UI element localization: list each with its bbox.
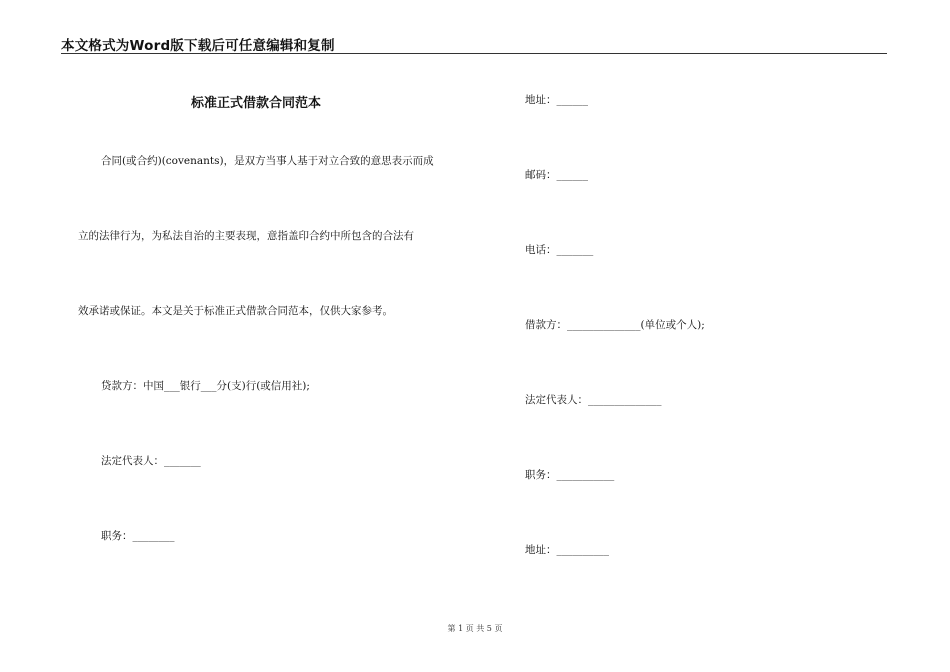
lender-position-line: 职务：________ bbox=[101, 530, 175, 542]
postcode-line: 邮码：______ bbox=[525, 169, 588, 181]
phone-line: 电话：_______ bbox=[525, 244, 594, 256]
lender-legal-rep-line: 法定代表人：_______ bbox=[101, 455, 201, 467]
intro-line-1: 合同(或合约)(covenants)，是双方当事人基于对立合致的意思表示而成 bbox=[101, 155, 434, 167]
intro-line-3: 效承诺或保证。本文是关于标准正式借款合同范本，仅供大家参考。 bbox=[78, 305, 393, 317]
borrower-line: 借款方：______________(单位或个人); bbox=[525, 319, 705, 331]
address-line-1: 地址：______ bbox=[525, 94, 588, 106]
page-footer: 第 1 页 共 5 页 bbox=[447, 624, 503, 633]
address-line-2: 地址：__________ bbox=[525, 544, 609, 556]
document-title: 标准正式借款合同范本 bbox=[191, 96, 322, 111]
lender-line: 贷款方：中国___银行___分(支)行(或信用社); bbox=[101, 380, 310, 392]
page-header bbox=[61, 33, 887, 54]
borrower-position-line: 职务：___________ bbox=[525, 469, 615, 481]
intro-line-2: 立的法律行为，为私法自治的主要表现，意指盖印合约中所包含的合法有 bbox=[78, 230, 414, 242]
header-text: 本文格式为Word版下载后可任意编辑和复制 bbox=[61, 38, 335, 54]
borrower-legal-rep-line: 法定代表人：______________ bbox=[525, 394, 662, 406]
